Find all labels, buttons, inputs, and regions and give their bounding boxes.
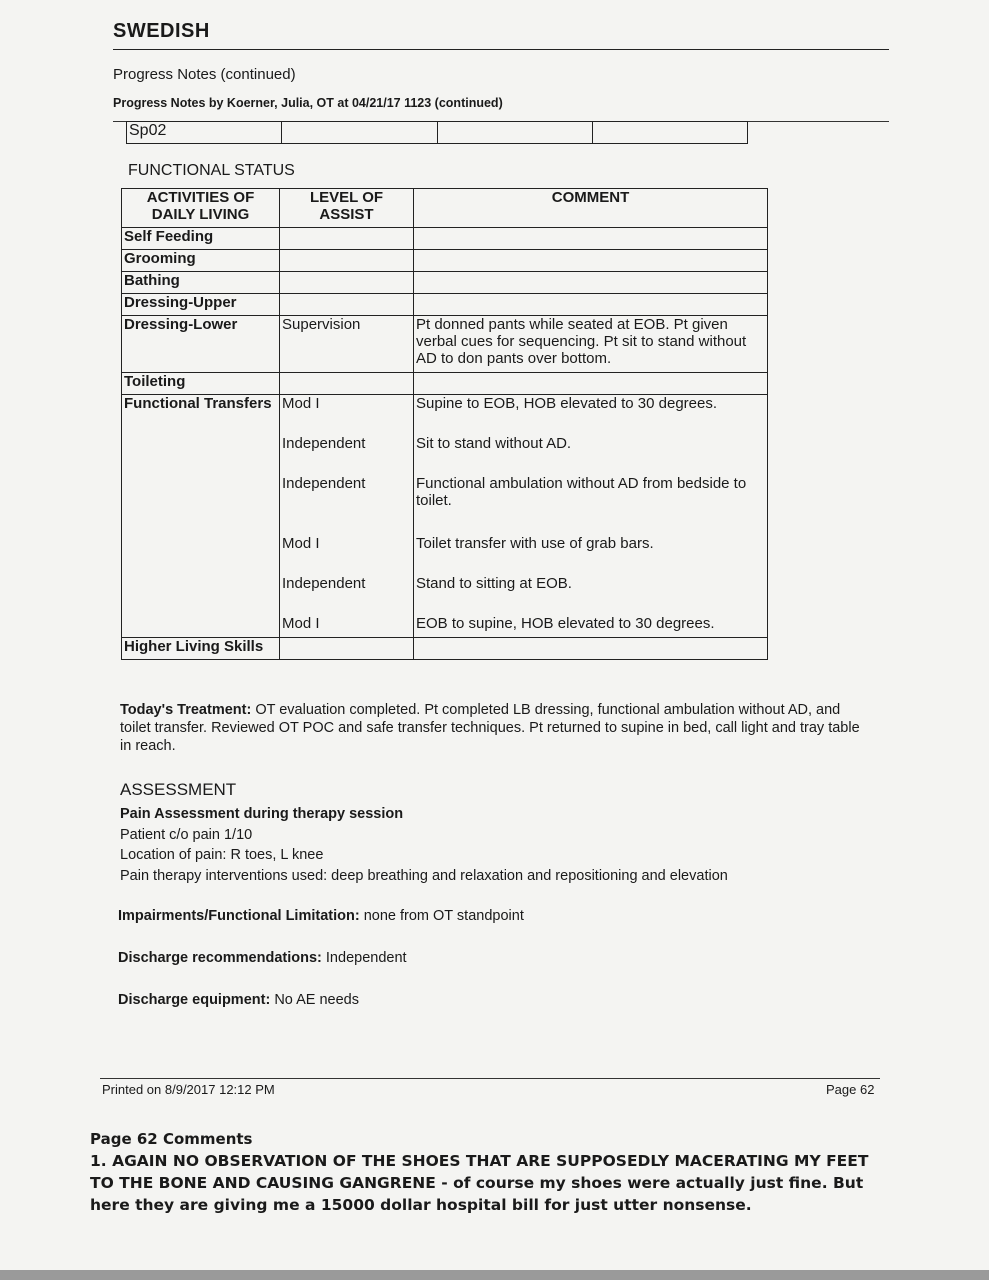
assist-level: Independent [282, 475, 366, 492]
assist-cell [280, 395, 414, 638]
assist-level: Independent [282, 575, 366, 592]
comment-cell [414, 373, 768, 395]
assist-level: Mod I [282, 395, 320, 412]
adl-cell: Dressing-Upper [122, 294, 280, 316]
document-subtitle: Progress Notes (continued) [113, 66, 296, 83]
comment-line-1: 1. AGAIN NO OBSERVATION OF THE SHOES THAT ARE SUPPOSEDLY MACERATING MY FEET TO THE BONE AND CAUSING GANGRENE [90, 1152, 869, 1192]
vitals-cell [437, 122, 592, 144]
impairments-field [118, 908, 878, 924]
assist-comment: Stand to sitting at EOB. [416, 575, 572, 592]
column-header-comment: COMMENT [414, 189, 768, 228]
assist-comment: Functional ambulation without AD from bedside to toilet. [416, 475, 747, 509]
adl-cell: Grooming [122, 250, 280, 272]
adl-cell: Dressing-Lower [122, 316, 280, 373]
comment-cell [414, 316, 768, 373]
comment-cell [414, 228, 768, 250]
assist-level: Supervision [282, 316, 361, 333]
comment-text [90, 1150, 890, 1216]
pain-assessment [120, 804, 880, 886]
footer-rule [100, 1078, 880, 1079]
assist-level: Mod I [282, 535, 320, 552]
discharge-equipment-value: No AE needs [274, 992, 359, 1008]
note-byline: Progress Notes by Koerner, Julia, OT at 04/21/17 1123 (continued) [113, 96, 503, 110]
assist-cell [280, 272, 414, 294]
assist-cell [280, 316, 414, 373]
discharge-equipment-label: Discharge equipment: [118, 992, 271, 1008]
discharge-recommendations-label: Discharge recommendations: [118, 950, 322, 966]
assist-comment: Pt donned pants while seated at EOB. Pt given verbal cues for sequencing. Pt sit to stand without AD to don pants over bottom. [416, 316, 747, 367]
discharge-recommendations-field [118, 950, 878, 966]
assist-cell [280, 638, 414, 660]
assist-cell [280, 373, 414, 395]
scan-edge [0, 1270, 989, 1280]
comment-cell [414, 395, 768, 638]
pain-level: Patient c/o pain 1/10 [120, 826, 253, 843]
assist-level: Mod I [282, 615, 320, 632]
assessment-title: ASSESSMENT [120, 780, 237, 799]
printed-timestamp: Printed on 8/9/2017 12:12 PM [102, 1082, 275, 1097]
page-number: Page 62 [826, 1082, 875, 1097]
assist-level: Independent [282, 435, 366, 452]
comments-title: Page 62 Comments [90, 1130, 253, 1148]
comment-cell [414, 294, 768, 316]
functional-status-table [121, 188, 768, 660]
assist-comment: Sit to stand without AD. [416, 435, 572, 452]
comment-line-2: - of course my shoes were actually just fine. But here they are giving me a 15000 dollar hospital bill for just utter nonsense. [90, 1174, 864, 1214]
treatment-paragraph [120, 701, 870, 755]
table-row [122, 250, 768, 272]
adl-cell: Self Feeding [122, 228, 280, 250]
impairments-label: Impairments/Functional Limitation: [118, 908, 360, 924]
page-comments [90, 1128, 890, 1216]
assist-comment: EOB to supine, HOB elevated to 30 degrees. [416, 615, 715, 632]
table-row [122, 373, 768, 395]
comment-cell [414, 272, 768, 294]
assist-comment: Supine to EOB, HOB elevated to 30 degrees. [416, 395, 718, 412]
table-row [122, 228, 768, 250]
table-row [122, 316, 768, 373]
assist-cell [280, 294, 414, 316]
table-row [122, 294, 768, 316]
comment-cell [414, 638, 768, 660]
adl-cell: Higher Living Skills [122, 638, 280, 660]
vitals-table [126, 121, 748, 144]
discharge-equipment-field [118, 992, 878, 1008]
treatment-label: Today's Treatment: [120, 702, 252, 718]
vitals-cell [282, 122, 437, 144]
adl-cell: Bathing [122, 272, 280, 294]
table-row [122, 272, 768, 294]
assist-cell [280, 228, 414, 250]
pain-assessment-title: Pain Assessment during therapy session [120, 806, 404, 822]
table-row [122, 638, 768, 660]
table-row [122, 395, 768, 638]
header-rule [113, 49, 889, 50]
brand-name: SWEDISH [113, 20, 210, 42]
pain-interventions: Pain therapy interventions used: deep breathing and relaxation and repositioning and elevation [120, 867, 728, 884]
column-header-adl: ACTIVITIES OF DAILY LIVING [122, 189, 280, 228]
discharge-recommendations-value: Independent [325, 950, 407, 966]
column-header-assist: LEVEL OF ASSIST [280, 189, 414, 228]
adl-cell: Functional Transfers [122, 395, 280, 638]
assist-cell [280, 250, 414, 272]
impairments-value: none from OT standpoint [363, 908, 524, 924]
vitals-cell [592, 122, 747, 144]
pain-location: Location of pain: R toes, L knee [120, 847, 324, 863]
treatment-text: OT evaluation completed. Pt completed LB dressing, functional ambulation without AD, and toilet transfer. Reviewed OT POC and safe transfer techniques. Pt returned to supine in bed, call light and tray table in reach. [120, 702, 860, 754]
functional-status-rows [122, 228, 768, 660]
adl-cell: Toileting [122, 373, 280, 395]
assist-comment: Toilet transfer with use of grab bars. [416, 535, 654, 552]
vitals-label: Sp02 [127, 122, 282, 144]
functional-status-title: FUNCTIONAL STATUS [128, 162, 295, 179]
comment-cell [414, 250, 768, 272]
